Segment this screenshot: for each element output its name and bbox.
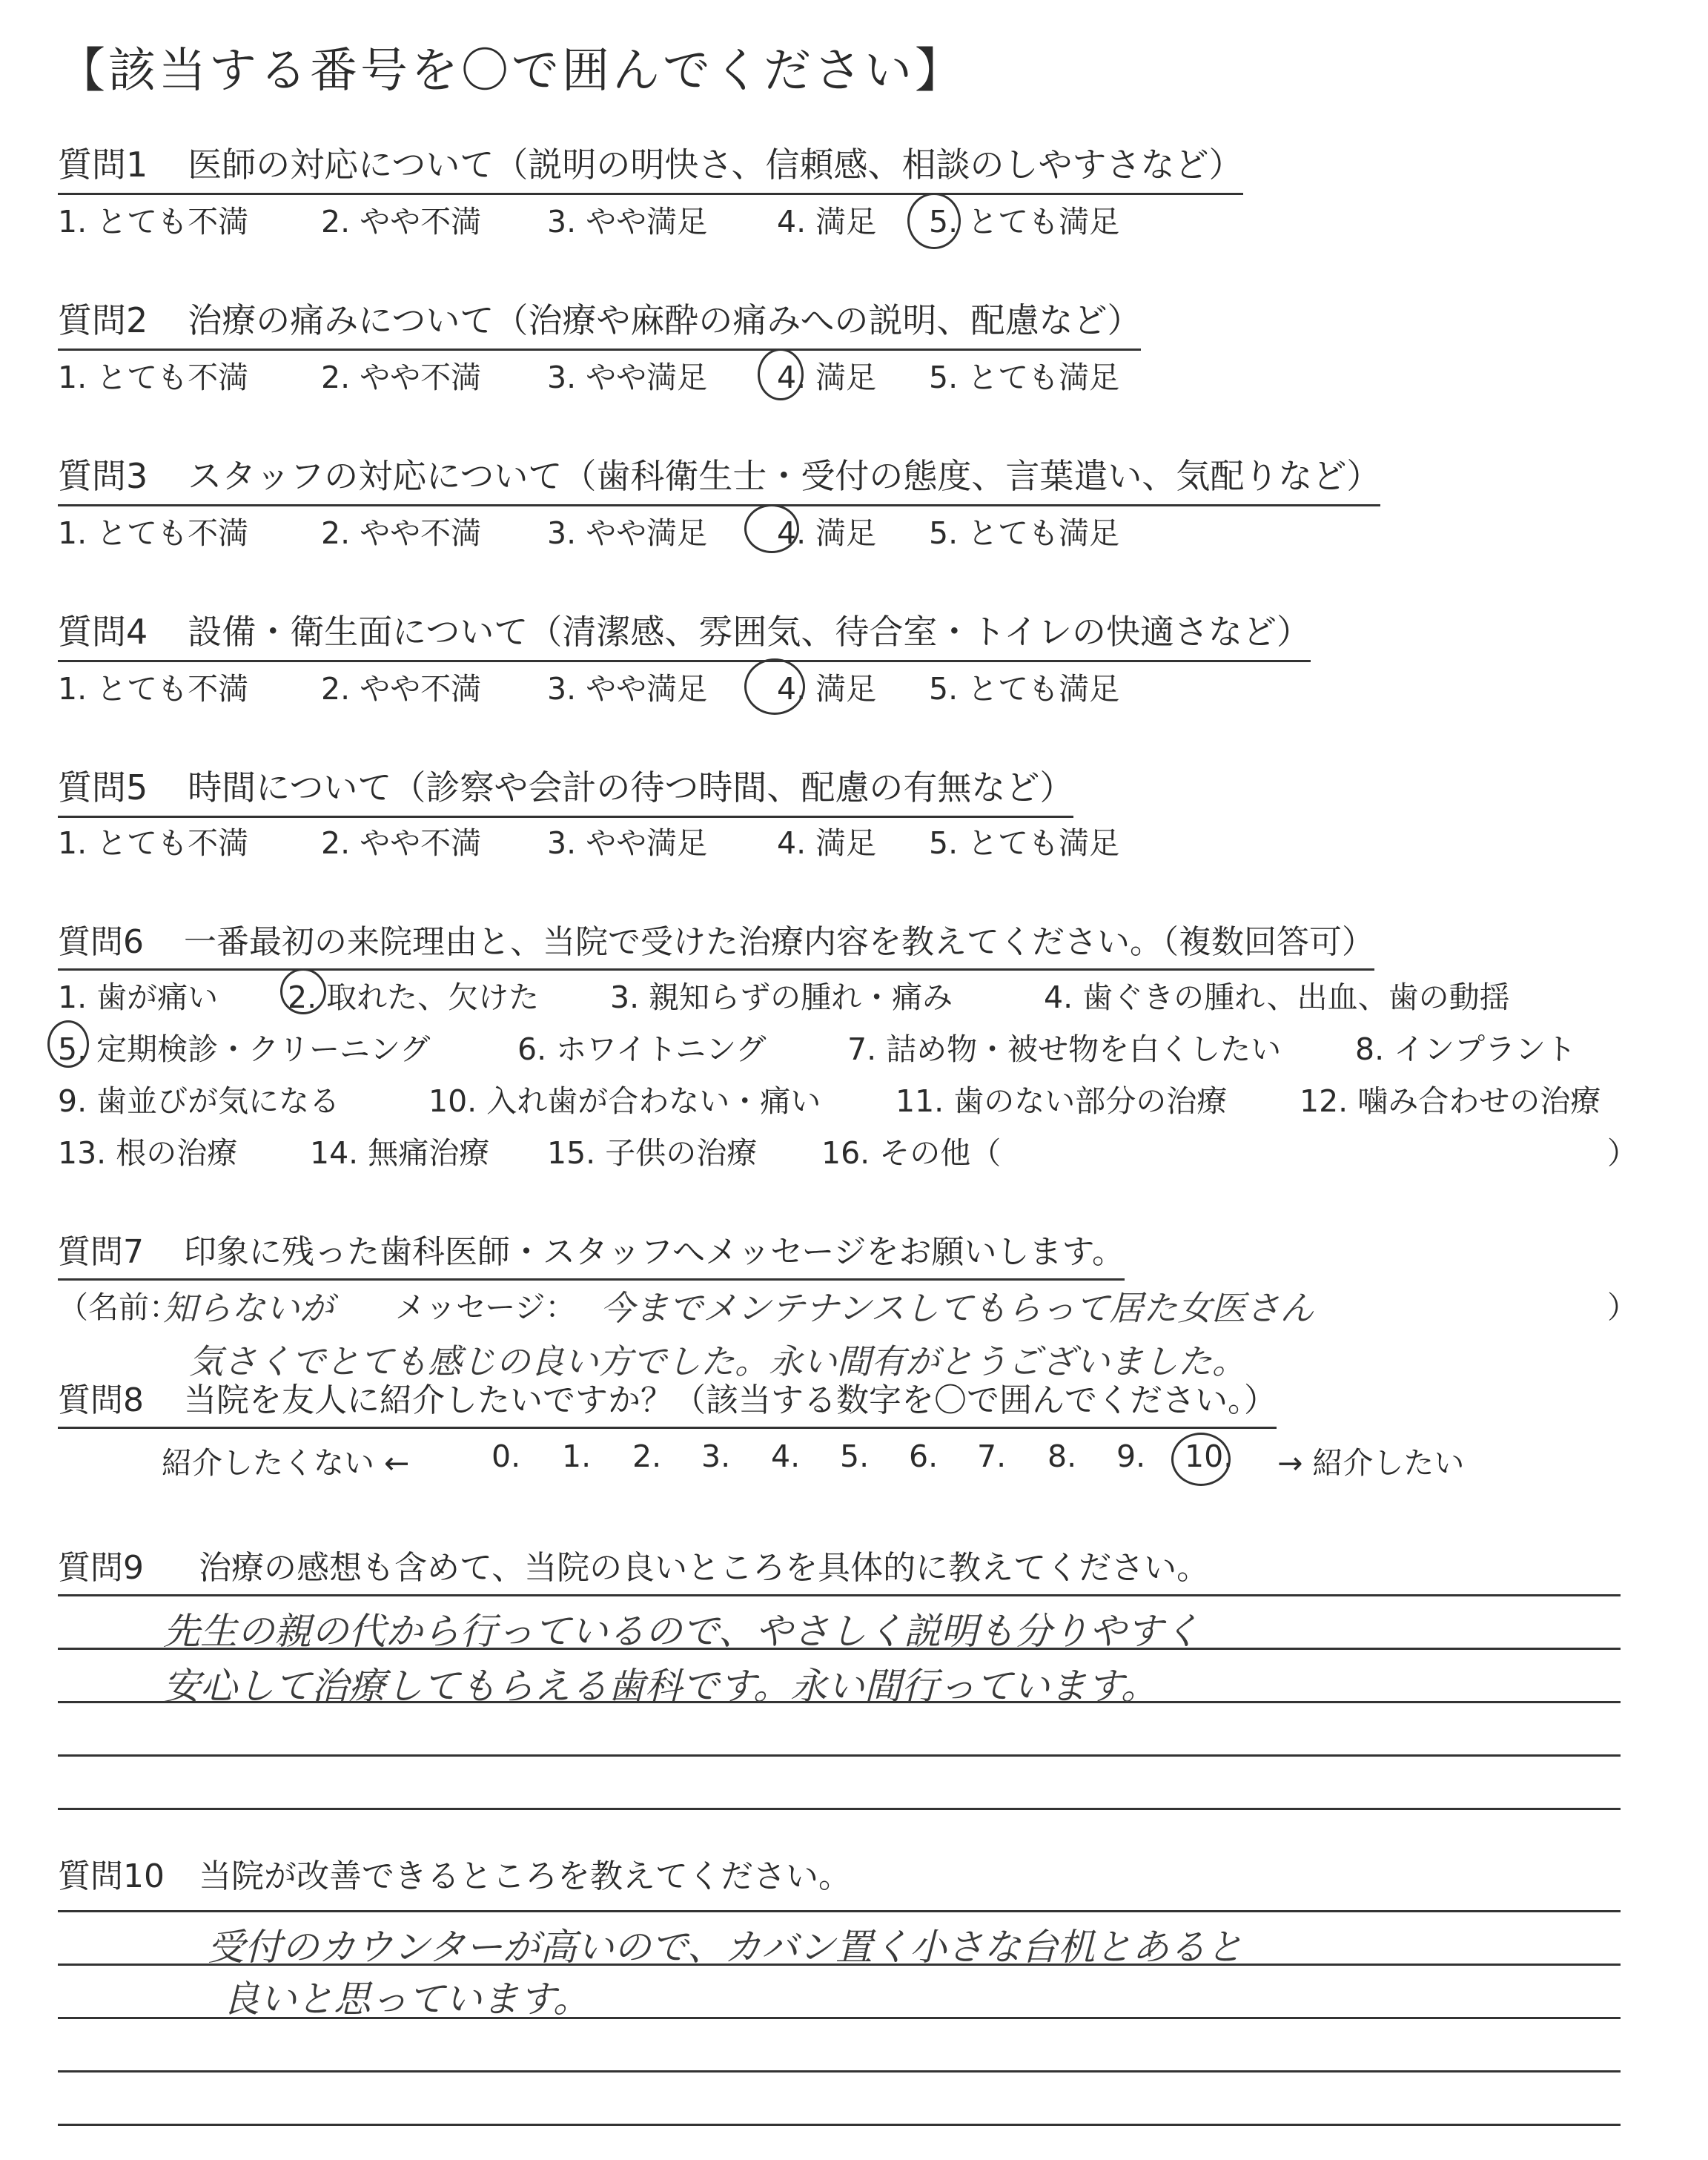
q1-option-1[interactable]: 1. とても不満: [58, 204, 249, 240]
q8-number-7[interactable]: 7.: [977, 1439, 1007, 1474]
q6-option-4[interactable]: 4. 歯ぐきの腫れ、出血、歯の動揺: [1044, 980, 1510, 1015]
q10-answer-line-1: [58, 1910, 1621, 1912]
q7-message-handwritten-line1: 今までメンテナンスしてもらって居た女医さん: [600, 1288, 1314, 1328]
question-2-text: 治療の痛みについて（治療や麻酔の痛みへの説明、配慮など）: [188, 300, 1142, 340]
q5-option-1[interactable]: 1. とても不満: [58, 825, 249, 861]
question-6-heading: [58, 915, 1374, 971]
question-2-heading: [58, 294, 1141, 351]
q5-option-3[interactable]: 3. やや満足: [547, 825, 708, 861]
question-9-text: 治療の感想も含めて、当院の良いところを具体的に教えてください。: [199, 1549, 1210, 1587]
q6-option-2[interactable]: 2. 取れた、欠けた: [288, 980, 540, 1015]
q8-number-8[interactable]: 8.: [1047, 1439, 1077, 1474]
q8-right-label: → 紹介したい: [1277, 1445, 1465, 1481]
question-4-number: 質問4: [58, 612, 148, 652]
q4-option-5[interactable]: 5. とても満足: [929, 671, 1120, 707]
q6-option-13[interactable]: 13. 根の治療: [58, 1135, 238, 1171]
q8-number-0[interactable]: 0.: [491, 1439, 521, 1474]
q8-number-5[interactable]: 5.: [840, 1439, 870, 1474]
q6-option-3[interactable]: 3. 親知らずの腫れ・痛み: [610, 980, 953, 1015]
q9-answer-handwritten-line1: 先生の親の代から行っているので、やさしく説明も分りやすく: [163, 1610, 1200, 1653]
question-5-heading: [58, 761, 1073, 818]
question-3-number: 質問3: [58, 456, 148, 496]
q9-answer-line-5: [58, 1808, 1621, 1810]
q9-answer-line-1: [58, 1594, 1621, 1596]
question-8-text: 当院を友人に紹介したいですか？（該当する数字を〇で囲んでください。）: [184, 1381, 1277, 1419]
q2-option-4[interactable]: 4. 満足: [777, 360, 877, 395]
q4-option-4[interactable]: 4. 満足: [777, 671, 877, 707]
q6-other-close-paren: ）: [1607, 1135, 1638, 1171]
q4-selection-circle: [744, 658, 805, 715]
q9-answer-handwritten-line2: 安心して治療してもらえる歯科です。永い間行っています。: [163, 1665, 1158, 1708]
q6-option-12[interactable]: 12. 噛み合わせの治療: [1300, 1083, 1601, 1119]
q1-selection-circle: [907, 193, 961, 249]
q7-name-handwritten: 知らないが: [163, 1288, 334, 1328]
q2-option-2[interactable]: 2. やや不満: [321, 360, 482, 395]
q2-selection-circle: [758, 349, 804, 400]
q7-close-paren: ）: [1607, 1289, 1638, 1325]
question-3-text: スタッフの対応について（歯科衛生士・受付の態度、言葉遣い、気配りなど）: [188, 456, 1381, 496]
q6-option-6[interactable]: 6. ホワイトニング: [517, 1031, 767, 1067]
q8-number-2[interactable]: 2.: [632, 1439, 662, 1474]
question-7-number: 質問7: [58, 1233, 144, 1271]
q7-name-label: （名前：: [58, 1289, 179, 1325]
q3-selection-circle: [744, 504, 799, 553]
q7-message-handwritten-line2: 気さくでとても感じの良い方でした。永い間有がとうございました。: [189, 1341, 1246, 1381]
question-4-text: 設備・衛生面について（清潔感、雰囲気、待合室・トイレの快適さなど）: [188, 612, 1311, 652]
q6-option-16[interactable]: 16. その他（: [821, 1135, 1002, 1171]
q6-option-15[interactable]: 15. 子供の治療: [547, 1135, 758, 1171]
question-6-number: 質問6: [58, 923, 144, 961]
q4-option-2[interactable]: 2. やや不満: [321, 671, 482, 707]
q10-answer-handwritten-line2: 良いと思っています。: [222, 1978, 590, 2021]
q5-option-2[interactable]: 2. やや不満: [321, 825, 482, 861]
question-2-number: 質問2: [58, 300, 148, 340]
q9-answer-line-4: [58, 1754, 1621, 1757]
q8-number-4[interactable]: 4.: [771, 1439, 801, 1474]
q8-number-3[interactable]: 3.: [701, 1439, 731, 1474]
q6-option-1[interactable]: 1. 歯が痛い: [58, 980, 219, 1015]
q10-answer-line-5: [58, 2124, 1621, 2126]
q1-option-2[interactable]: 2. やや不満: [321, 204, 482, 240]
question-10-number: 質問10: [58, 1857, 165, 1895]
question-1-heading: [58, 138, 1243, 195]
question-9-number: 質問9: [58, 1549, 144, 1587]
page-title: 【該当する番号を〇で囲んでください】: [58, 44, 965, 99]
q8-number-6[interactable]: 6.: [909, 1439, 939, 1474]
q6-option-5[interactable]: 5. 定期検診・クリーニング: [58, 1031, 431, 1067]
q6-option-9[interactable]: 9. 歯並びが気になる: [58, 1083, 340, 1119]
question-3-heading: [58, 449, 1380, 506]
q7-message-label: メッセージ：: [395, 1289, 576, 1325]
question-5-text: 時間について（診察や会計の待つ時間、配慮の有無など）: [188, 767, 1074, 807]
q8-number-10[interactable]: 10.: [1185, 1439, 1234, 1474]
q8-selection-circle: [1171, 1433, 1234, 1486]
q6-option-11[interactable]: 11. 歯のない部分の治療: [896, 1083, 1228, 1119]
q2-option-1[interactable]: 1. とても不満: [58, 360, 249, 395]
q3-option-2[interactable]: 2. やや不満: [321, 515, 482, 551]
q3-option-1[interactable]: 1. とても不満: [58, 515, 249, 551]
q8-number-9[interactable]: 9.: [1116, 1439, 1146, 1474]
question-8-heading: [58, 1373, 1277, 1429]
q1-option-4[interactable]: 4. 満足: [777, 204, 877, 240]
question-1-number: 質問1: [58, 145, 148, 185]
question-1-text: 医師の対応について（説明の明快さ、信頼感、相談のしやすさなど）: [188, 145, 1243, 185]
q8-left-label: 紹介したくない ←: [162, 1445, 410, 1481]
q10-answer-handwritten-line1: 受付のカウンターが高いので、カバン置く小さな台机とあると: [208, 1926, 1243, 1969]
q6-option-7[interactable]: 7. 詰め物・被せ物を白くしたい: [847, 1031, 1282, 1067]
q3-option-5[interactable]: 5. とても満足: [929, 515, 1120, 551]
q3-option-3[interactable]: 3. やや満足: [547, 515, 708, 551]
q5-option-4[interactable]: 4. 満足: [777, 825, 877, 861]
q2-option-5[interactable]: 5. とても満足: [929, 360, 1120, 395]
q4-option-1[interactable]: 1. とても不満: [58, 671, 249, 707]
question-6-text: 一番最初の来院理由と、当院で受けた治療内容を教えてください。（複数回答可）: [184, 923, 1374, 961]
q6-option-10[interactable]: 10. 入れ歯が合わない・痛い: [428, 1083, 821, 1119]
q1-option-5[interactable]: 5. とても満足: [929, 204, 1120, 240]
question-5-number: 質問5: [58, 767, 148, 807]
q3-option-4[interactable]: 4. 満足: [777, 515, 877, 551]
q6-option-14[interactable]: 14. 無痛治療: [310, 1135, 490, 1171]
question-4-heading: [58, 605, 1311, 662]
q6-selection-circle-5: [47, 1020, 89, 1068]
q6-option-8[interactable]: 8. インプラント: [1355, 1031, 1577, 1067]
q5-option-5[interactable]: 5. とても満足: [929, 825, 1120, 861]
q10-answer-line-4: [58, 2070, 1621, 2073]
question-7-heading: [58, 1225, 1125, 1281]
q1-option-3[interactable]: 3. やや満足: [547, 204, 708, 240]
q6-selection-circle-2: [280, 968, 326, 1014]
question-10-text: 当院が改善できるところを教えてください。: [199, 1857, 851, 1895]
q4-option-3[interactable]: 3. やや満足: [547, 671, 708, 707]
question-7-text: 印象に残った歯科医師・スタッフへメッセージをお願いします。: [184, 1233, 1125, 1271]
question-8-number: 質問8: [58, 1381, 144, 1419]
q8-number-1[interactable]: 1.: [562, 1439, 592, 1474]
q2-option-3[interactable]: 3. やや満足: [547, 360, 708, 395]
